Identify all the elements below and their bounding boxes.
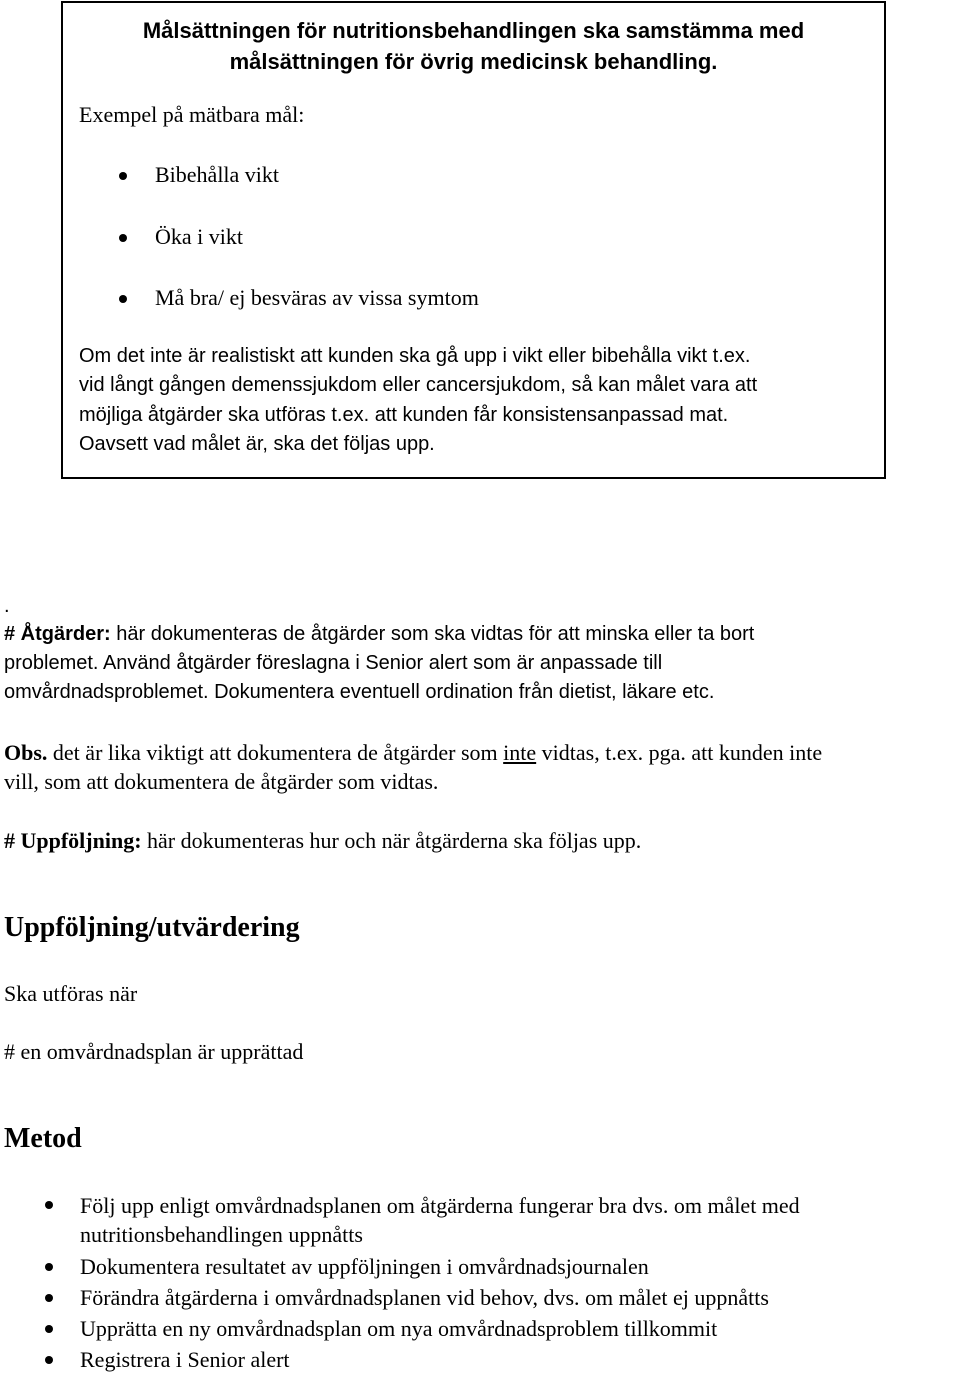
method-item: Upprätta en ny omvårdnadsplan om nya omvårdnadsproblem tillkommit <box>80 1316 718 1341</box>
evaluation-when: Ska utföras när <box>4 981 138 1006</box>
obs-line: Obs. det är lika viktigt att dokumentera de åtgärder som inte vidtas, t.ex. pga. att kunden inte <box>4 740 823 765</box>
stray-dot: . <box>4 595 10 617</box>
bullet-icon <box>45 1294 53 1302</box>
method-item-continued: nutritionsbehandlingen uppnåtts <box>80 1222 363 1247</box>
note-line: Oavsett vad målet är, ska det följas upp. <box>79 433 435 455</box>
example-item: Öka i vikt <box>155 224 243 249</box>
measures-line: # Åtgärder: här dokumenteras de åtgärder som ska vidtas för att minska eller ta bort <box>4 623 755 645</box>
bullet-icon <box>45 1356 53 1364</box>
obs-label: Obs. <box>4 740 48 765</box>
note-line: möjliga åtgärder ska utföras t.ex. att kunden får konsistensanpassad mat. <box>79 404 729 426</box>
method-item: Registrera i Senior alert <box>80 1347 290 1372</box>
goal-box-title: Målsättningen för nutritionsbehandlingen ska samstämma med målsättningen för övrig medicinsk behandling. <box>142 18 805 74</box>
note-line: Om det inte är realistiskt att kunden ska gå upp i vikt eller bibehålla vikt t.ex. <box>79 345 751 367</box>
evaluation-condition: # en omvårdnadsplan är upprättad <box>4 1039 304 1064</box>
bullet-icon <box>119 234 127 242</box>
bullet-icon <box>119 295 127 303</box>
bullet-icon <box>45 1201 53 1209</box>
obs-underlined: inte <box>503 740 537 765</box>
followup-line: # Uppföljning: här dokumenteras hur och när åtgärderna ska följas upp. <box>4 828 642 853</box>
measures-label: # Åtgärder: <box>4 623 111 645</box>
bullet-icon <box>119 172 127 180</box>
examples-heading: Exempel på mätbara mål: <box>79 102 305 127</box>
example-item: Må bra/ ej besväras av vissa symtom <box>155 285 479 310</box>
example-item: Bibehålla vikt <box>155 162 280 187</box>
evaluation-heading: Uppföljning/utvärdering <box>4 912 300 943</box>
method-item: Förändra åtgärderna i omvårdnadsplanen vid behov, dvs. om målet ej uppnåtts <box>80 1285 769 1310</box>
method-heading: Metod <box>4 1123 82 1154</box>
bullet-icon <box>45 1263 53 1271</box>
measures-line: omvårdnadsproblemet. Dokumentera eventuell ordination från dietist, läkare etc. <box>4 681 715 703</box>
bullet-icon <box>45 1325 53 1333</box>
obs-line: vill, som att dokumentera de åtgärder som vidtas. <box>4 769 439 794</box>
measures-line: problemet. Använd åtgärder föreslagna i Senior alert som är anpassade till <box>4 652 663 674</box>
note-line: vid långt gången demenssjukdom eller cancersjukdom, så kan målet vara att <box>79 374 758 396</box>
followup-label: # Uppföljning: <box>4 828 142 853</box>
method-item: Följ upp enligt omvårdnadsplanen om åtgärderna fungerar bra dvs. om målet med <box>80 1193 800 1218</box>
method-item: Dokumentera resultatet av uppföljningen i omvårdnadsjournalen <box>80 1254 649 1279</box>
